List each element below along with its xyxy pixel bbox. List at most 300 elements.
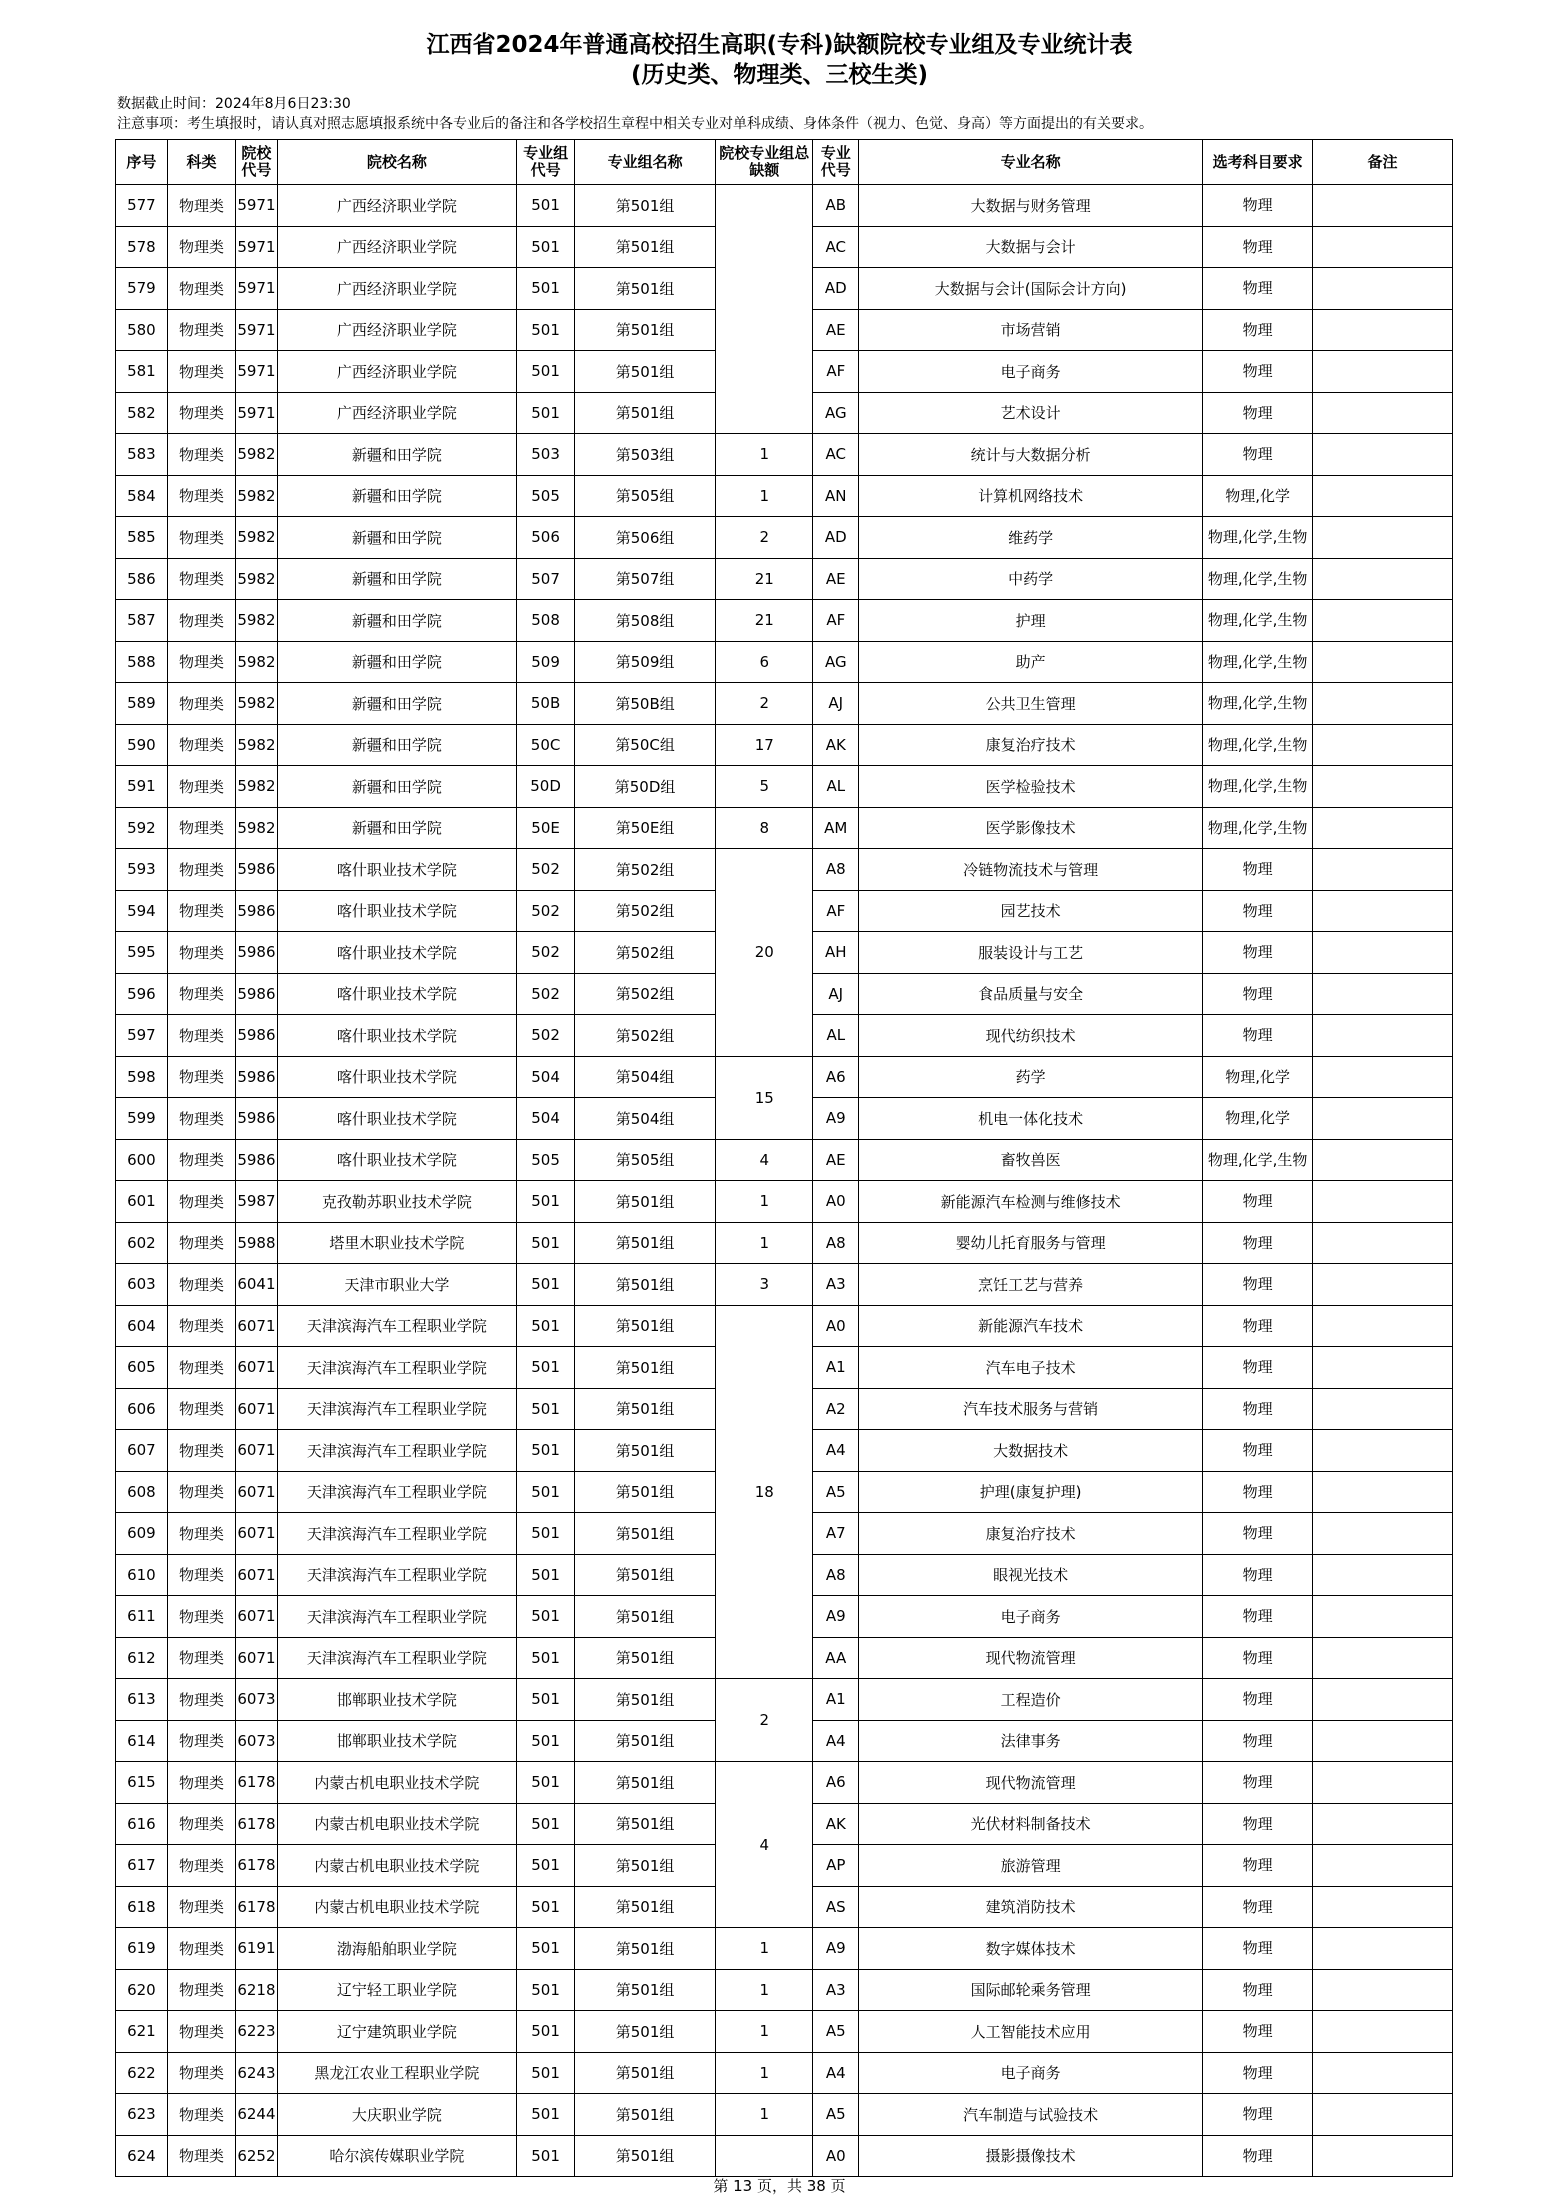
row-seq: 587	[116, 600, 168, 642]
row-subject-req: 物理	[1203, 434, 1313, 476]
row-group-name: 第501组	[575, 1554, 716, 1596]
row-category: 物理类	[167, 1803, 235, 1845]
row-remark	[1313, 392, 1453, 434]
row-subject-req: 物理	[1203, 2011, 1313, 2053]
row-seq: 594	[116, 890, 168, 932]
row-remark	[1313, 1181, 1453, 1223]
col-group-vacancy: 院校专业组总缺额	[716, 140, 813, 185]
row-school-name: 辽宁轻工职业学院	[277, 1969, 516, 2011]
col-subject-req: 选考科目要求	[1203, 140, 1313, 185]
row-subject-req: 物理	[1203, 1181, 1313, 1223]
row-seq: 590	[116, 724, 168, 766]
row-seq: 598	[116, 1056, 168, 1098]
row-school-code: 5982	[236, 641, 277, 683]
row-group-code: 501	[517, 1513, 575, 1555]
row-major-code: A0	[813, 1181, 859, 1223]
row-seq: 586	[116, 558, 168, 600]
row-group-name: 第501组	[575, 351, 716, 393]
row-subject-req: 物理,化学	[1203, 475, 1313, 517]
row-subject-req: 物理,化学,生物	[1203, 683, 1313, 725]
row-school-name: 天津滨海汽车工程职业学院	[277, 1513, 516, 1555]
table-row	[116, 185, 1453, 227]
row-subject-req: 物理	[1203, 392, 1313, 434]
row-remark	[1313, 1222, 1453, 1264]
row-group-name: 第502组	[575, 849, 716, 891]
row-group-code: 508	[517, 600, 575, 642]
table-row	[116, 683, 1453, 725]
row-group-vacancy: 3	[716, 1264, 813, 1306]
row-subject-req: 物理,化学,生物	[1203, 641, 1313, 683]
row-remark	[1313, 226, 1453, 268]
row-school-name: 新疆和田学院	[277, 600, 516, 642]
row-subject-req: 物理,化学,生物	[1203, 517, 1313, 559]
row-school-name: 天津滨海汽车工程职业学院	[277, 1388, 516, 1430]
row-category: 物理类	[167, 600, 235, 642]
row-category: 物理类	[167, 1471, 235, 1513]
row-seq: 618	[116, 1886, 168, 1928]
row-major-name: 助产	[859, 641, 1203, 683]
row-subject-req: 物理	[1203, 890, 1313, 932]
row-major-code: AF	[813, 600, 859, 642]
row-seq: 616	[116, 1803, 168, 1845]
row-school-code: 6071	[236, 1347, 277, 1389]
row-subject-req: 物理	[1203, 1471, 1313, 1513]
row-school-code: 5986	[236, 849, 277, 891]
row-major-code: AH	[813, 932, 859, 974]
table-row	[116, 807, 1453, 849]
row-category: 物理类	[167, 724, 235, 766]
table-row	[116, 558, 1453, 600]
row-major-code: A3	[813, 1969, 859, 2011]
row-major-code: AP	[813, 1845, 859, 1887]
row-school-code: 5982	[236, 807, 277, 849]
row-group-name: 第501组	[575, 1803, 716, 1845]
col-group-code: 专业组代号	[517, 140, 575, 185]
row-seq: 610	[116, 1554, 168, 1596]
row-group-name: 第501组	[575, 392, 716, 434]
row-group-name: 第501组	[575, 2052, 716, 2094]
col-category: 科类	[167, 140, 235, 185]
row-major-name: 眼视光技术	[859, 1554, 1203, 1596]
row-school-name: 广西经济职业学院	[277, 268, 516, 310]
row-group-name: 第501组	[575, 1305, 716, 1347]
row-seq: 584	[116, 475, 168, 517]
row-subject-req: 物理	[1203, 1928, 1313, 1970]
row-major-name: 电子商务	[859, 2052, 1203, 2094]
row-major-code: AS	[813, 1886, 859, 1928]
row-remark	[1313, 1430, 1453, 1472]
row-school-code: 5982	[236, 766, 277, 808]
row-seq: 619	[116, 1928, 168, 1970]
row-seq: 580	[116, 309, 168, 351]
table-row	[116, 2135, 1453, 2177]
row-major-name: 艺术设计	[859, 392, 1203, 434]
row-subject-req: 物理	[1203, 1637, 1313, 1679]
row-school-code: 6071	[236, 1471, 277, 1513]
row-school-name: 黑龙江农业工程职业学院	[277, 2052, 516, 2094]
row-remark	[1313, 849, 1453, 891]
row-school-code: 5971	[236, 351, 277, 393]
row-seq: 612	[116, 1637, 168, 1679]
row-remark	[1313, 2135, 1453, 2177]
row-school-code: 6191	[236, 1928, 277, 1970]
row-category: 物理类	[167, 1886, 235, 1928]
row-school-name: 内蒙古机电职业技术学院	[277, 1803, 516, 1845]
row-remark	[1313, 683, 1453, 725]
row-school-code: 6071	[236, 1430, 277, 1472]
row-category: 物理类	[167, 1222, 235, 1264]
row-subject-req: 物理,化学,生物	[1203, 1139, 1313, 1181]
row-school-name: 邯郸职业技术学院	[277, 1720, 516, 1762]
row-remark	[1313, 1264, 1453, 1306]
row-major-name: 汽车制造与试验技术	[859, 2094, 1203, 2136]
row-group-code: 501	[517, 1305, 575, 1347]
row-remark	[1313, 766, 1453, 808]
row-group-code: 501	[517, 1637, 575, 1679]
row-group-code: 501	[517, 309, 575, 351]
row-major-name: 国际邮轮乘务管理	[859, 1969, 1203, 2011]
row-school-code: 6071	[236, 1305, 277, 1347]
row-school-code: 5986	[236, 932, 277, 974]
row-major-name: 现代物流管理	[859, 1637, 1203, 1679]
row-major-code: A1	[813, 1679, 859, 1721]
row-seq: 614	[116, 1720, 168, 1762]
row-category: 物理类	[167, 766, 235, 808]
table-row	[116, 1928, 1453, 1970]
row-group-code: 501	[517, 2052, 575, 2094]
row-category: 物理类	[167, 2011, 235, 2053]
row-school-name: 塔里木职业技术学院	[277, 1222, 516, 1264]
row-school-code: 5986	[236, 1015, 277, 1057]
row-category: 物理类	[167, 434, 235, 476]
row-major-name: 现代纺织技术	[859, 1015, 1203, 1057]
row-group-name: 第509组	[575, 641, 716, 683]
row-group-code: 501	[517, 1471, 575, 1513]
table-row	[116, 849, 1453, 891]
row-remark	[1313, 517, 1453, 559]
row-major-name: 旅游管理	[859, 1845, 1203, 1887]
row-major-code: A1	[813, 1347, 859, 1389]
row-school-name: 广西经济职业学院	[277, 185, 516, 227]
row-school-name: 克孜勒苏职业技术学院	[277, 1181, 516, 1223]
row-major-name: 大数据与会计(国际会计方向)	[859, 268, 1203, 310]
row-major-code: A0	[813, 2135, 859, 2177]
row-group-code: 501	[517, 1430, 575, 1472]
row-school-name: 天津滨海汽车工程职业学院	[277, 1637, 516, 1679]
row-group-name: 第501组	[575, 1928, 716, 1970]
row-major-code: A6	[813, 1762, 859, 1804]
row-group-name: 第504组	[575, 1098, 716, 1140]
col-major-code: 专业代号	[813, 140, 859, 185]
row-subject-req: 物理	[1203, 309, 1313, 351]
row-group-vacancy: 2	[716, 1679, 813, 1762]
row-remark	[1313, 1513, 1453, 1555]
table-body	[116, 185, 1453, 2177]
row-school-name: 新疆和田学院	[277, 641, 516, 683]
row-group-name: 第501组	[575, 2011, 716, 2053]
row-major-name: 畜牧兽医	[859, 1139, 1203, 1181]
row-group-code: 501	[517, 1554, 575, 1596]
table-row	[116, 2052, 1453, 2094]
row-school-name: 天津滨海汽车工程职业学院	[277, 1430, 516, 1472]
row-category: 物理类	[167, 1928, 235, 1970]
row-school-name: 新疆和田学院	[277, 683, 516, 725]
row-seq: 613	[116, 1679, 168, 1721]
row-major-code: AM	[813, 807, 859, 849]
row-school-code: 5971	[236, 392, 277, 434]
row-school-code: 6178	[236, 1886, 277, 1928]
row-major-code: A3	[813, 1264, 859, 1306]
row-category: 物理类	[167, 1305, 235, 1347]
row-group-name: 第50C组	[575, 724, 716, 766]
row-group-name: 第501组	[575, 1762, 716, 1804]
table-row	[116, 600, 1453, 642]
row-category: 物理类	[167, 268, 235, 310]
row-group-name: 第501组	[575, 1181, 716, 1223]
row-remark	[1313, 1015, 1453, 1057]
table-row	[116, 1222, 1453, 1264]
row-group-name: 第504组	[575, 1056, 716, 1098]
row-school-code: 5971	[236, 226, 277, 268]
row-remark	[1313, 973, 1453, 1015]
row-major-name: 光伏材料制备技术	[859, 1803, 1203, 1845]
row-major-name: 人工智能技术应用	[859, 2011, 1203, 2053]
row-group-name: 第507组	[575, 558, 716, 600]
row-category: 物理类	[167, 2094, 235, 2136]
row-remark	[1313, 1596, 1453, 1638]
row-group-name: 第506组	[575, 517, 716, 559]
page-number: 第 13 页，共 38 页	[713, 2177, 846, 2195]
row-school-code: 6178	[236, 1803, 277, 1845]
row-category: 物理类	[167, 1513, 235, 1555]
row-major-code: A9	[813, 1098, 859, 1140]
row-category: 物理类	[167, 973, 235, 1015]
row-remark	[1313, 932, 1453, 974]
row-school-name: 广西经济职业学院	[277, 309, 516, 351]
col-school-code: 院校代号	[236, 140, 277, 185]
row-subject-req: 物理	[1203, 1762, 1313, 1804]
row-major-code: AL	[813, 1015, 859, 1057]
row-remark	[1313, 600, 1453, 642]
row-seq: 602	[116, 1222, 168, 1264]
row-school-name: 天津滨海汽车工程职业学院	[277, 1554, 516, 1596]
row-subject-req: 物理	[1203, 1720, 1313, 1762]
table-row	[116, 1056, 1453, 1098]
row-major-name: 现代物流管理	[859, 1762, 1203, 1804]
row-school-code: 5982	[236, 558, 277, 600]
row-major-name: 烹饪工艺与营养	[859, 1264, 1203, 1306]
row-subject-req: 物理	[1203, 1347, 1313, 1389]
row-seq: 608	[116, 1471, 168, 1513]
row-school-code: 5982	[236, 434, 277, 476]
row-school-name: 新疆和田学院	[277, 475, 516, 517]
row-school-code: 6252	[236, 2135, 277, 2177]
row-group-name: 第50E组	[575, 807, 716, 849]
row-seq: 611	[116, 1596, 168, 1638]
row-seq: 595	[116, 932, 168, 974]
row-group-code: 501	[517, 226, 575, 268]
row-remark	[1313, 1637, 1453, 1679]
row-subject-req: 物理,化学,生物	[1203, 766, 1313, 808]
row-group-code: 501	[517, 2094, 575, 2136]
row-school-name: 大庆职业学院	[277, 2094, 516, 2136]
row-subject-req: 物理	[1203, 1596, 1313, 1638]
col-remark: 备注	[1313, 140, 1453, 185]
row-school-code: 6041	[236, 1264, 277, 1306]
row-group-name: 第501组	[575, 2135, 716, 2177]
row-school-code: 6071	[236, 1554, 277, 1596]
row-school-name: 喀什职业技术学院	[277, 1015, 516, 1057]
row-seq: 592	[116, 807, 168, 849]
row-group-vacancy: 1	[716, 1222, 813, 1264]
row-remark	[1313, 807, 1453, 849]
row-seq: 617	[116, 1845, 168, 1887]
row-remark	[1313, 1139, 1453, 1181]
row-category: 物理类	[167, 2135, 235, 2177]
row-seq: 599	[116, 1098, 168, 1140]
row-remark	[1313, 185, 1453, 227]
row-major-code: AD	[813, 268, 859, 310]
row-remark	[1313, 1720, 1453, 1762]
row-subject-req: 物理	[1203, 185, 1313, 227]
row-school-code: 5971	[236, 309, 277, 351]
row-school-name: 新疆和田学院	[277, 766, 516, 808]
row-major-code: AF	[813, 351, 859, 393]
row-seq: 578	[116, 226, 168, 268]
table-row	[116, 1969, 1453, 2011]
row-group-name: 第501组	[575, 1720, 716, 1762]
row-group-name: 第502组	[575, 973, 716, 1015]
row-remark	[1313, 890, 1453, 932]
data-deadline: 数据截止时间：2024年8月6日23:30	[117, 96, 351, 112]
table-row	[116, 641, 1453, 683]
row-group-code: 501	[517, 1679, 575, 1721]
row-group-code: 506	[517, 517, 575, 559]
row-remark	[1313, 1056, 1453, 1098]
row-remark	[1313, 1679, 1453, 1721]
row-category: 物理类	[167, 890, 235, 932]
row-school-name: 内蒙古机电职业技术学院	[277, 1762, 516, 1804]
row-seq: 624	[116, 2135, 168, 2177]
row-subject-req: 物理,化学,生物	[1203, 558, 1313, 600]
row-school-code: 6071	[236, 1513, 277, 1555]
row-remark	[1313, 475, 1453, 517]
row-school-code: 5986	[236, 973, 277, 1015]
row-subject-req: 物理	[1203, 1430, 1313, 1472]
row-group-vacancy: 1	[716, 1181, 813, 1223]
row-subject-req: 物理	[1203, 2135, 1313, 2177]
row-remark	[1313, 2011, 1453, 2053]
table-row	[116, 1679, 1453, 1721]
row-major-code: A0	[813, 1305, 859, 1347]
row-subject-req: 物理	[1203, 1222, 1313, 1264]
row-major-code: AE	[813, 558, 859, 600]
row-subject-req: 物理	[1203, 1969, 1313, 2011]
row-group-name: 第501组	[575, 226, 716, 268]
row-category: 物理类	[167, 2052, 235, 2094]
row-seq: 604	[116, 1305, 168, 1347]
row-major-code: A4	[813, 2052, 859, 2094]
row-seq: 593	[116, 849, 168, 891]
row-group-code: 50C	[517, 724, 575, 766]
row-school-code: 5986	[236, 890, 277, 932]
row-school-name: 新疆和田学院	[277, 558, 516, 600]
row-subject-req: 物理	[1203, 268, 1313, 310]
row-group-code: 502	[517, 890, 575, 932]
row-group-code: 501	[517, 1803, 575, 1845]
row-school-name: 喀什职业技术学院	[277, 1098, 516, 1140]
table-row	[116, 434, 1453, 476]
row-major-code: AG	[813, 641, 859, 683]
row-major-name: 电子商务	[859, 1596, 1203, 1638]
row-school-name: 辽宁建筑职业学院	[277, 2011, 516, 2053]
row-category: 物理类	[167, 1056, 235, 1098]
row-group-code: 501	[517, 1886, 575, 1928]
row-remark	[1313, 1098, 1453, 1140]
row-school-name: 天津滨海汽车工程职业学院	[277, 1347, 516, 1389]
row-seq: 601	[116, 1181, 168, 1223]
row-group-code: 501	[517, 1347, 575, 1389]
row-major-code: AK	[813, 724, 859, 766]
row-group-code: 501	[517, 1264, 575, 1306]
table-row	[116, 1139, 1453, 1181]
row-school-name: 渤海船舶职业学院	[277, 1928, 516, 1970]
row-group-code: 504	[517, 1056, 575, 1098]
col-group-name: 专业组名称	[575, 140, 716, 185]
row-major-code: A6	[813, 1056, 859, 1098]
row-major-name: 大数据技术	[859, 1430, 1203, 1472]
row-seq: 591	[116, 766, 168, 808]
row-remark	[1313, 1305, 1453, 1347]
row-group-code: 501	[517, 392, 575, 434]
row-school-code: 5987	[236, 1181, 277, 1223]
row-seq: 582	[116, 392, 168, 434]
row-group-code: 50B	[517, 683, 575, 725]
row-group-name: 第501组	[575, 268, 716, 310]
row-group-name: 第501组	[575, 1513, 716, 1555]
row-major-code: AF	[813, 890, 859, 932]
row-category: 物理类	[167, 1388, 235, 1430]
row-seq: 620	[116, 1969, 168, 2011]
row-group-name: 第501组	[575, 1969, 716, 2011]
row-group-name: 第50B组	[575, 683, 716, 725]
row-category: 物理类	[167, 807, 235, 849]
row-school-name: 喀什职业技术学院	[277, 932, 516, 974]
row-school-name: 喀什职业技术学院	[277, 1056, 516, 1098]
row-seq: 581	[116, 351, 168, 393]
row-major-code: AC	[813, 226, 859, 268]
row-group-vacancy: 18	[716, 1305, 813, 1679]
row-group-name: 第502组	[575, 890, 716, 932]
row-group-name: 第508组	[575, 600, 716, 642]
row-group-vacancy: 20	[716, 849, 813, 1057]
row-category: 物理类	[167, 309, 235, 351]
row-group-code: 501	[517, 1928, 575, 1970]
row-group-code: 504	[517, 1098, 575, 1140]
row-category: 物理类	[167, 1679, 235, 1721]
row-school-name: 邯郸职业技术学院	[277, 1679, 516, 1721]
row-group-vacancy	[716, 185, 813, 434]
table-header-row	[116, 140, 1453, 185]
row-group-code: 502	[517, 849, 575, 891]
row-school-code: 6073	[236, 1679, 277, 1721]
row-group-code: 50D	[517, 766, 575, 808]
document-subtitle: (历史类、物理类、三校生类)	[630, 62, 929, 88]
row-category: 物理类	[167, 1762, 235, 1804]
row-group-vacancy: 1	[716, 2011, 813, 2053]
row-remark	[1313, 1803, 1453, 1845]
row-seq: 596	[116, 973, 168, 1015]
